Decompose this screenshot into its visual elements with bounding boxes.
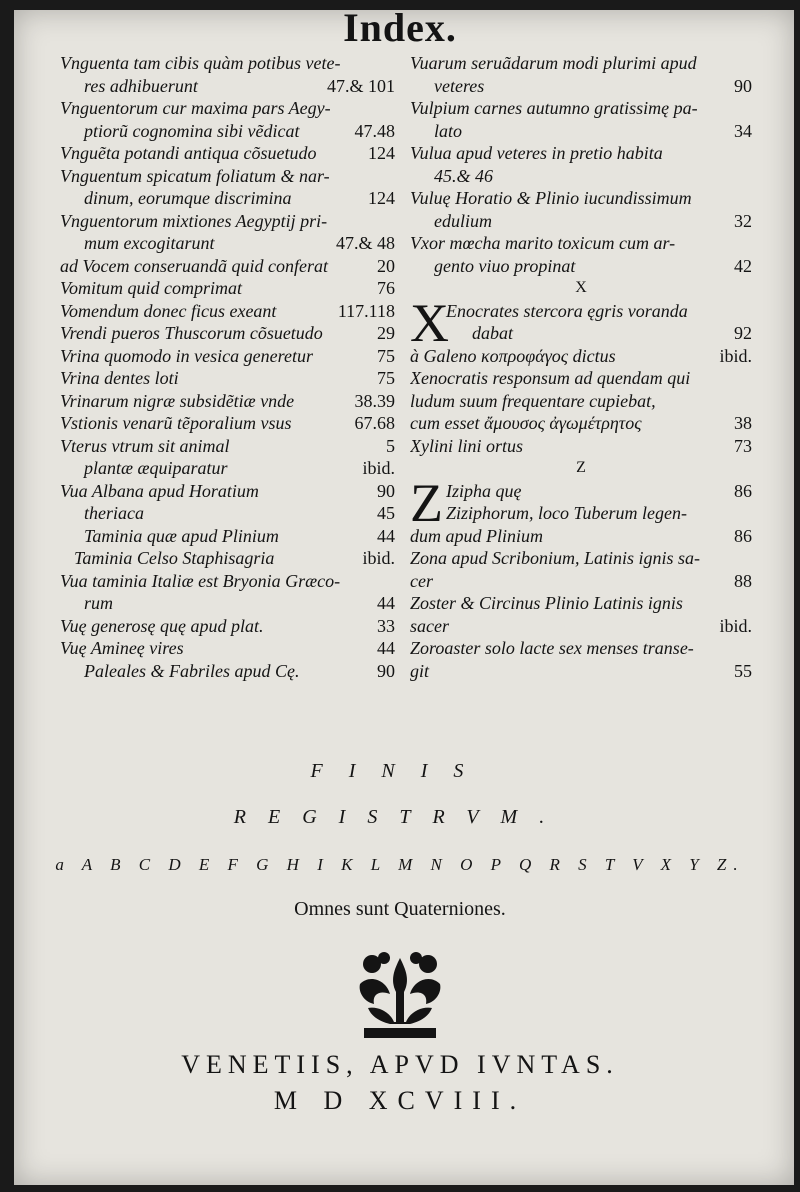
entry-page-ref: 34 xyxy=(734,120,752,141)
entry-text: Taminia Celso Staphisagria xyxy=(74,548,275,568)
printer-ornament-icon xyxy=(350,950,450,1045)
entry-text: Vuarum seruãdarum modi plurimi apud xyxy=(410,53,697,73)
entry-text: Zoster & Circinus Plinio Latinis ignis xyxy=(410,593,683,613)
entry-text: Taminia quæ apud Plinium xyxy=(84,525,279,546)
entry-text: veteres xyxy=(434,75,485,96)
entry-page-ref: 29 xyxy=(377,323,395,343)
entry-text: Vnguentorum cur maxima pars Aegy- xyxy=(60,98,331,118)
index-entry xyxy=(410,120,752,143)
entry-text: mum excogitarunt xyxy=(84,233,215,253)
index-entry xyxy=(60,277,395,300)
entry-page-ref: 86 xyxy=(734,525,752,546)
index-entry xyxy=(410,592,752,615)
entry-text: Vuę Amineę vires xyxy=(60,638,184,658)
index-entry xyxy=(60,322,395,345)
entry-text: cer xyxy=(410,570,433,591)
dropcap-x: X xyxy=(410,292,449,353)
entry-text: Vrendi pueros Thuscorum cõsuetudo xyxy=(60,323,323,343)
entry-page-ref: 90 xyxy=(377,660,395,681)
entry-text: Vomendum donec ficus exeant xyxy=(60,300,277,321)
index-entry xyxy=(410,615,752,638)
dropcap-z: Z xyxy=(410,472,443,533)
entry-text: Vomitum quid comprimat xyxy=(60,278,242,298)
index-entry xyxy=(410,75,752,98)
entry-text: Vnguentum spicatum foliatum & nar- xyxy=(60,165,330,186)
entry-page-ref: 32 xyxy=(734,210,752,231)
index-entry xyxy=(60,232,395,255)
index-entry xyxy=(410,435,752,458)
entry-text: Vua taminia Italiæ est Bryonia Græco- xyxy=(60,570,341,591)
index-entry xyxy=(410,300,752,323)
entry-text: ptiorũ cognomina sibi vẽdicat xyxy=(84,120,300,141)
entry-page-ref: 73 xyxy=(734,435,752,456)
index-entry xyxy=(410,390,752,413)
entry-page-ref: 47.& 101 xyxy=(326,75,395,96)
entry-text: rum xyxy=(84,593,114,613)
entry-page-ref: 42 xyxy=(734,255,752,276)
entry-text: Vnguẽta potandi antiqua cõsuetudo xyxy=(60,143,317,163)
entry-page-ref: 124 xyxy=(368,143,395,163)
entry-page-ref: 44 xyxy=(377,525,395,546)
entry-text: Zona apud Scribonium, Latinis ignis sa- xyxy=(410,548,701,568)
entry-page-ref: 92 xyxy=(734,323,752,343)
index-entry xyxy=(60,390,395,413)
index-entry xyxy=(410,525,752,548)
index-entry xyxy=(60,345,395,368)
entry-text: Vua Albana apud Horatium xyxy=(60,480,259,501)
entry-page-ref: 90 xyxy=(734,75,752,96)
entry-page-ref: ibid. xyxy=(362,548,395,568)
entry-text: Vxor mœcha marito toxicum cum ar- xyxy=(410,233,676,253)
entry-text: ludum suum frequentare cupiebat, xyxy=(410,390,656,411)
entry-page-ref: 90 xyxy=(377,480,395,501)
index-entry xyxy=(60,660,395,683)
entry-text: git xyxy=(410,660,430,681)
section-z xyxy=(410,472,752,683)
entry-text: Vrina quomodo in vesica generetur xyxy=(60,345,313,366)
index-entry xyxy=(410,570,752,593)
page-title: Index. xyxy=(343,5,457,50)
index-entry xyxy=(60,75,395,98)
entry-text: Enocrates stercora ęgris voranda xyxy=(446,300,688,321)
index-entry xyxy=(410,52,752,75)
entry-page-ref: 67.68 xyxy=(354,413,395,433)
index-entry xyxy=(410,232,752,255)
entry-page-ref: 33 xyxy=(377,615,395,636)
entry-text: Xenocratis responsum ad quendam qui xyxy=(410,368,691,388)
entry-text: dabat xyxy=(472,323,514,343)
index-entry xyxy=(410,97,752,120)
index-entry xyxy=(410,165,752,188)
entry-page-ref: 76 xyxy=(377,278,395,298)
entry-text: lato xyxy=(434,120,463,141)
index-entry xyxy=(60,300,395,323)
entry-text: Vrina dentes loti xyxy=(60,368,179,388)
index-entry xyxy=(60,615,395,638)
index-entry xyxy=(60,187,395,210)
entry-page-ref: 55 xyxy=(734,660,752,681)
index-entry xyxy=(410,322,752,345)
entry-text: Vstionis venarũ tẽporalium vsus xyxy=(60,413,292,433)
entry-text: Paleales & Fabriles apud Cę. xyxy=(84,660,300,681)
entry-text: Vulpium carnes autumno gratissimę pa- xyxy=(410,98,698,118)
entry-text: res adhibuerunt xyxy=(84,75,198,96)
entry-text: 45.& 46 xyxy=(434,165,494,186)
index-entry xyxy=(410,547,752,570)
imprint-year: M D XCVIII. xyxy=(273,1086,527,1115)
index-entry xyxy=(60,367,395,390)
entry-text: Vterus vtrum sit animal xyxy=(60,435,230,456)
entry-text: Izipha quę xyxy=(446,480,522,501)
index-entry xyxy=(60,255,395,278)
index-entry xyxy=(410,142,752,165)
index-entry xyxy=(410,502,752,525)
entry-text: Xylini lini ortus xyxy=(410,435,524,456)
entry-text: Vuę generosę quę apud plat. xyxy=(60,615,264,636)
index-entry xyxy=(60,210,395,233)
entry-text: Vnguentorum mixtiones Aegyptij pri- xyxy=(60,210,328,231)
entry-page-ref: 88 xyxy=(734,570,752,591)
section-heading-x: X xyxy=(575,279,587,296)
imprint-city-printer: VENETIIS, APVD IVNTAS. xyxy=(181,1050,619,1079)
entry-text: dinum, eorumque discrimina xyxy=(84,188,292,208)
entry-text: plantæ æquiparatur xyxy=(84,458,228,478)
index-entry xyxy=(60,480,395,503)
registrum-line: REGISTRVM. xyxy=(233,806,567,828)
entry-page-ref: 75 xyxy=(377,345,395,366)
index-entry xyxy=(410,412,752,435)
entry-page-ref: 75 xyxy=(377,368,395,388)
index-entry xyxy=(60,637,395,660)
entry-text: Zoroaster solo lacte sex menses transe- xyxy=(410,638,694,658)
index-entry xyxy=(60,435,395,458)
index-entry xyxy=(410,187,752,210)
index-left-column xyxy=(60,52,395,682)
register-alphabet: a A B C D E F G H I K L M N O P Q R S T V X Y Z. xyxy=(55,855,745,874)
entry-page-ref: 124 xyxy=(368,188,395,208)
index-entry xyxy=(60,142,395,165)
index-entry xyxy=(60,120,395,143)
index-entry xyxy=(60,52,395,75)
entry-page-ref: 45 xyxy=(377,503,395,523)
entry-text: ad Vocem conseruandã quid conferat xyxy=(60,255,328,276)
entry-page-ref: 38.39 xyxy=(354,390,395,411)
entry-page-ref: 44 xyxy=(377,638,395,658)
entry-text: Vulua apud veteres in pretio habita xyxy=(410,143,663,163)
entry-page-ref: 20 xyxy=(377,255,395,276)
entry-text: Vuluę Horatio & Plinio iucundissimum xyxy=(410,188,692,208)
index-entry xyxy=(60,97,395,120)
index-entry xyxy=(60,457,395,480)
entry-page-ref: 117.118 xyxy=(337,300,395,321)
entry-text: cum esset ἄμουσος ἀγωμέτρητος xyxy=(410,413,642,433)
index-entry xyxy=(410,660,752,683)
entry-page-ref: ibid. xyxy=(719,615,752,636)
v-entries xyxy=(410,52,752,277)
index-entry xyxy=(60,165,395,188)
index-right-column xyxy=(410,52,752,682)
index-entry xyxy=(60,502,395,525)
entry-page-ref: 47.48 xyxy=(354,120,395,141)
index-entry xyxy=(60,412,395,435)
index-entry xyxy=(410,255,752,278)
index-entry xyxy=(410,480,752,503)
entry-page-ref: 86 xyxy=(734,480,752,501)
entry-page-ref: 38 xyxy=(734,413,752,433)
index-entry xyxy=(60,570,395,593)
entry-text: edulium xyxy=(434,210,492,231)
finis-line: FINIS xyxy=(310,760,490,782)
entry-text: Vnguenta tam cibis quàm potibus vete- xyxy=(60,53,341,73)
entry-page-ref: ibid. xyxy=(362,458,395,478)
entry-text: theriaca xyxy=(84,503,144,523)
index-entry xyxy=(60,547,395,570)
index-entry xyxy=(410,210,752,233)
entry-text: gento viuo propinat xyxy=(434,255,576,276)
index-entry xyxy=(410,367,752,390)
section-heading-z: Z xyxy=(576,459,586,476)
entry-text: Vrinarum nigræ subsidẽtiæ vnde xyxy=(60,390,295,411)
entry-page-ref: 47.& 48 xyxy=(335,233,395,253)
quaternions-note: Omnes sunt Quaterniones. xyxy=(294,898,506,920)
index-entry xyxy=(410,637,752,660)
entry-page-ref: ibid. xyxy=(719,345,752,366)
entry-text: sacer xyxy=(410,615,449,636)
index-entry xyxy=(60,592,395,615)
entry-page-ref: 5 xyxy=(386,435,395,456)
entry-page-ref: 44 xyxy=(377,593,395,613)
index-entry xyxy=(60,525,395,548)
entry-text: à Galeno κοπροφάγος dictus xyxy=(410,345,616,366)
entry-text: dum apud Plinium xyxy=(410,525,543,546)
section-x xyxy=(410,292,752,458)
index-entry xyxy=(410,345,752,368)
entry-text: Ziziphorum, loco Tuberum legen- xyxy=(446,503,687,523)
